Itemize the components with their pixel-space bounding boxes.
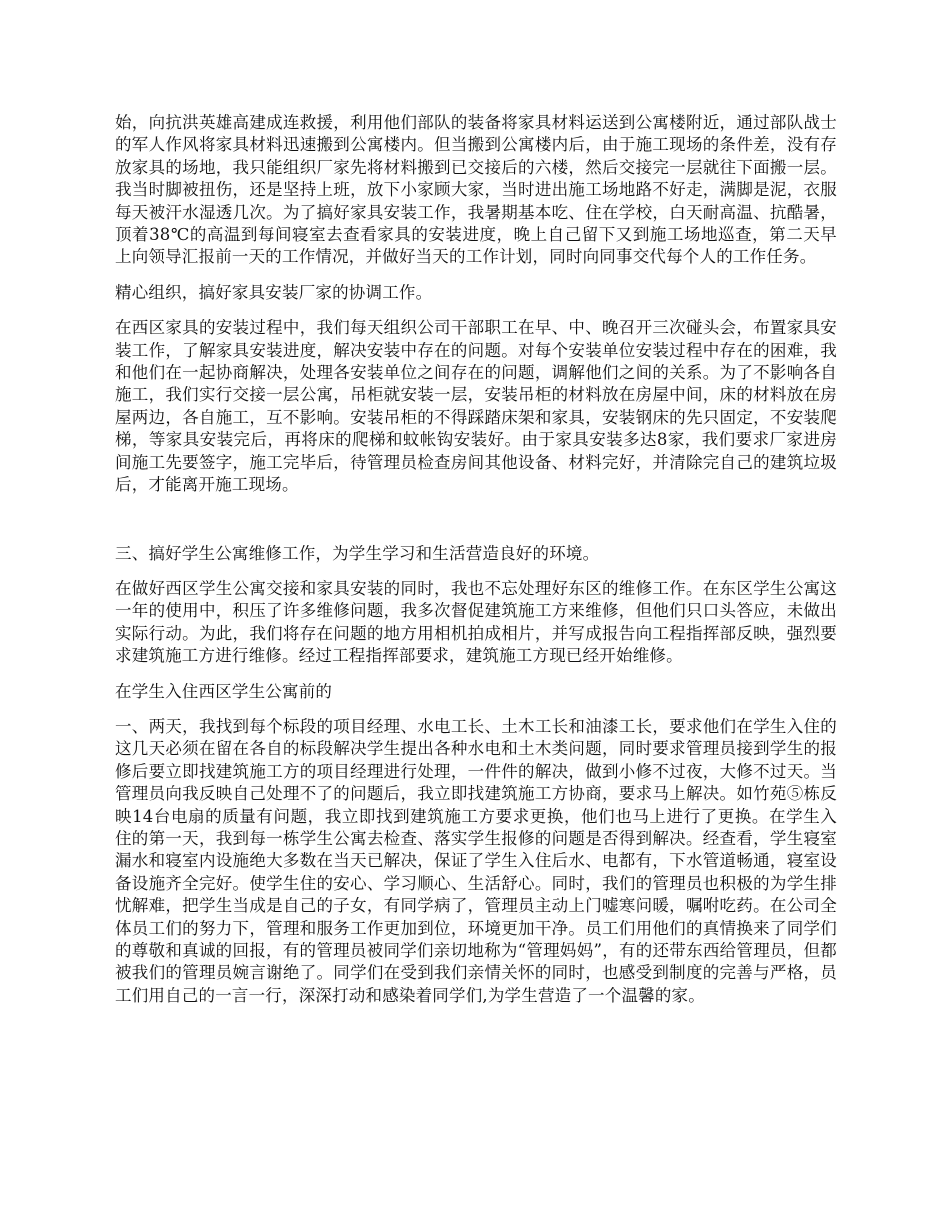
- paragraph-coordination-heading: 精心组织，搞好家具安装厂家的协调工作。: [115, 282, 433, 302]
- paragraph-east-maintenance: 在做好西区学生公寓交接和家具安装的同时，我也不忘处理好东区的维修工作。在东区学生公寓这一年的使用中，积压了许多维修问题，我多次督促建筑施工方来维修，但他们只口头答应，未做出实际行动。为此，我们将存在问题的地方用相机拍成相片，并写成报告向工程指挥部反映，强烈要求建筑施工方进行维修。经过工程指挥部要求，建筑施工方现已经开始维修。: [115, 578, 837, 666]
- paragraph-furniture-transport: 始，向抗洪英雄高建成连救援，利用他们部队的装备将家具材料运送到公寓楼附近，通过部队战士的军人作风将家具材料迅速搬到公寓楼内。但当搬到公寓楼内后，由于施工现场的条件差，没有存放家具的场地，我只能组织厂家先将材料搬到已交接后的六楼，然后交接完一层就往下面搬一层。我当时脚被扭伤，还是坚持上班，放下小家顾大家，当时进出施工场地路不好走，满脚是泥，衣服每天被汗水湿透几次。为了搞好家具安装工作，我暑期基本吃、住在学校，白天耐高温、抗酷暑，顶着38℃的高温到每间寝室去查看家具的安装进度，晚上自己留下又到施工场地巡查，第二天早上向领导汇报前一天的工作情况，并做好当天的工作计划，同时向同事交代每个人的工作任务。: [115, 113, 837, 267]
- paragraph-before-move-in: 在学生入住西区学生公寓前的: [115, 681, 333, 701]
- paragraph-installation-process: 在西区家具的安装过程中，我们每天组织公司干部职工在早、中、晚召开三次碰头会，布置家具安装工作，了解家具安装进度，解决安装中存在的问题。对每个安装单位安装过程中存在的困难，我和他们在一起协商解决，处理各安装单位之间存在的问题，调解他们之间的关系。为了不影响各自施工，我们实行交接一层公寓，吊柜就安装一层，安装吊柜的材料放在房屋中间，床的材料放在房屋两边，各自施工，互不影响。安装吊柜的不得踩踏床架和家具，安装钢床的先只固定，不安装爬梯，等家具安装完后，再将床的爬梯和蚊帐钩安装好。由于家具安装多达8家，我们要求厂家进房间施工先要签字，施工完毕后，待管理员检查房间其他设备、材料完好，并清除完自己的建筑垃圾后，才能离开施工现场。: [115, 318, 837, 495]
- paragraph-move-in-service: 一、两天，我找到每个标段的项目经理、水电工长、土木工长和油漆工长，要求他们在学生入住的这几天必须在留在各自的标段解决学生提出各种水电和土木类问题，同时要求管理员接到学生的报修后要立即找建筑施工方的项目经理进行处理，一件件的解决，做到小修不过夜，大修不过天。当管理员向我反映自己处理不了的问题后，我立即找建筑施工方协商，要求马上解决。如竹苑⑤栋反映14台电扇的质量有问题，我立即找到建筑施工方要求更换，他们也马上进行了更换。在学生入住的第一天，我到每一栋学生公寓去检查、落实学生报修的问题是否得到解决。经查看，学生寝室漏水和寝室内设施绝大多数在当天已解决，保证了学生入住后水、电都有，下水管道畅通，寝室设备设施齐全完好。使学生住的安心、学习顺心、生活舒心。同时，我们的管理员也积极的为学生排忧解难，把学生当成是自己的子女，有同学病了，管理员主动上门嘘寒问暖，嘱咐吃药。在公司全体员工们的努力下，管理和服务工作更加到位，环境更加干净。员工们用他们的真情换来了同学们的尊敬和真诚的回报，有的管理员被同学们亲切地称为“管理妈妈”，有的还带东西给管理员，但都被我们的管理员婉言谢绝了。同学们在受到我们亲情关怀的同时，也感受到制度的完善与严格，员工们用自己的一言一行，深深打动和感染着同学们,为学生营造了一个温馨的家。: [115, 716, 837, 1005]
- section-heading-maintenance: 三、搞好学生公寓维修工作，为学生学习和生活营造良好的环境。: [115, 543, 600, 563]
- document-body: [115, 112, 837, 1020]
